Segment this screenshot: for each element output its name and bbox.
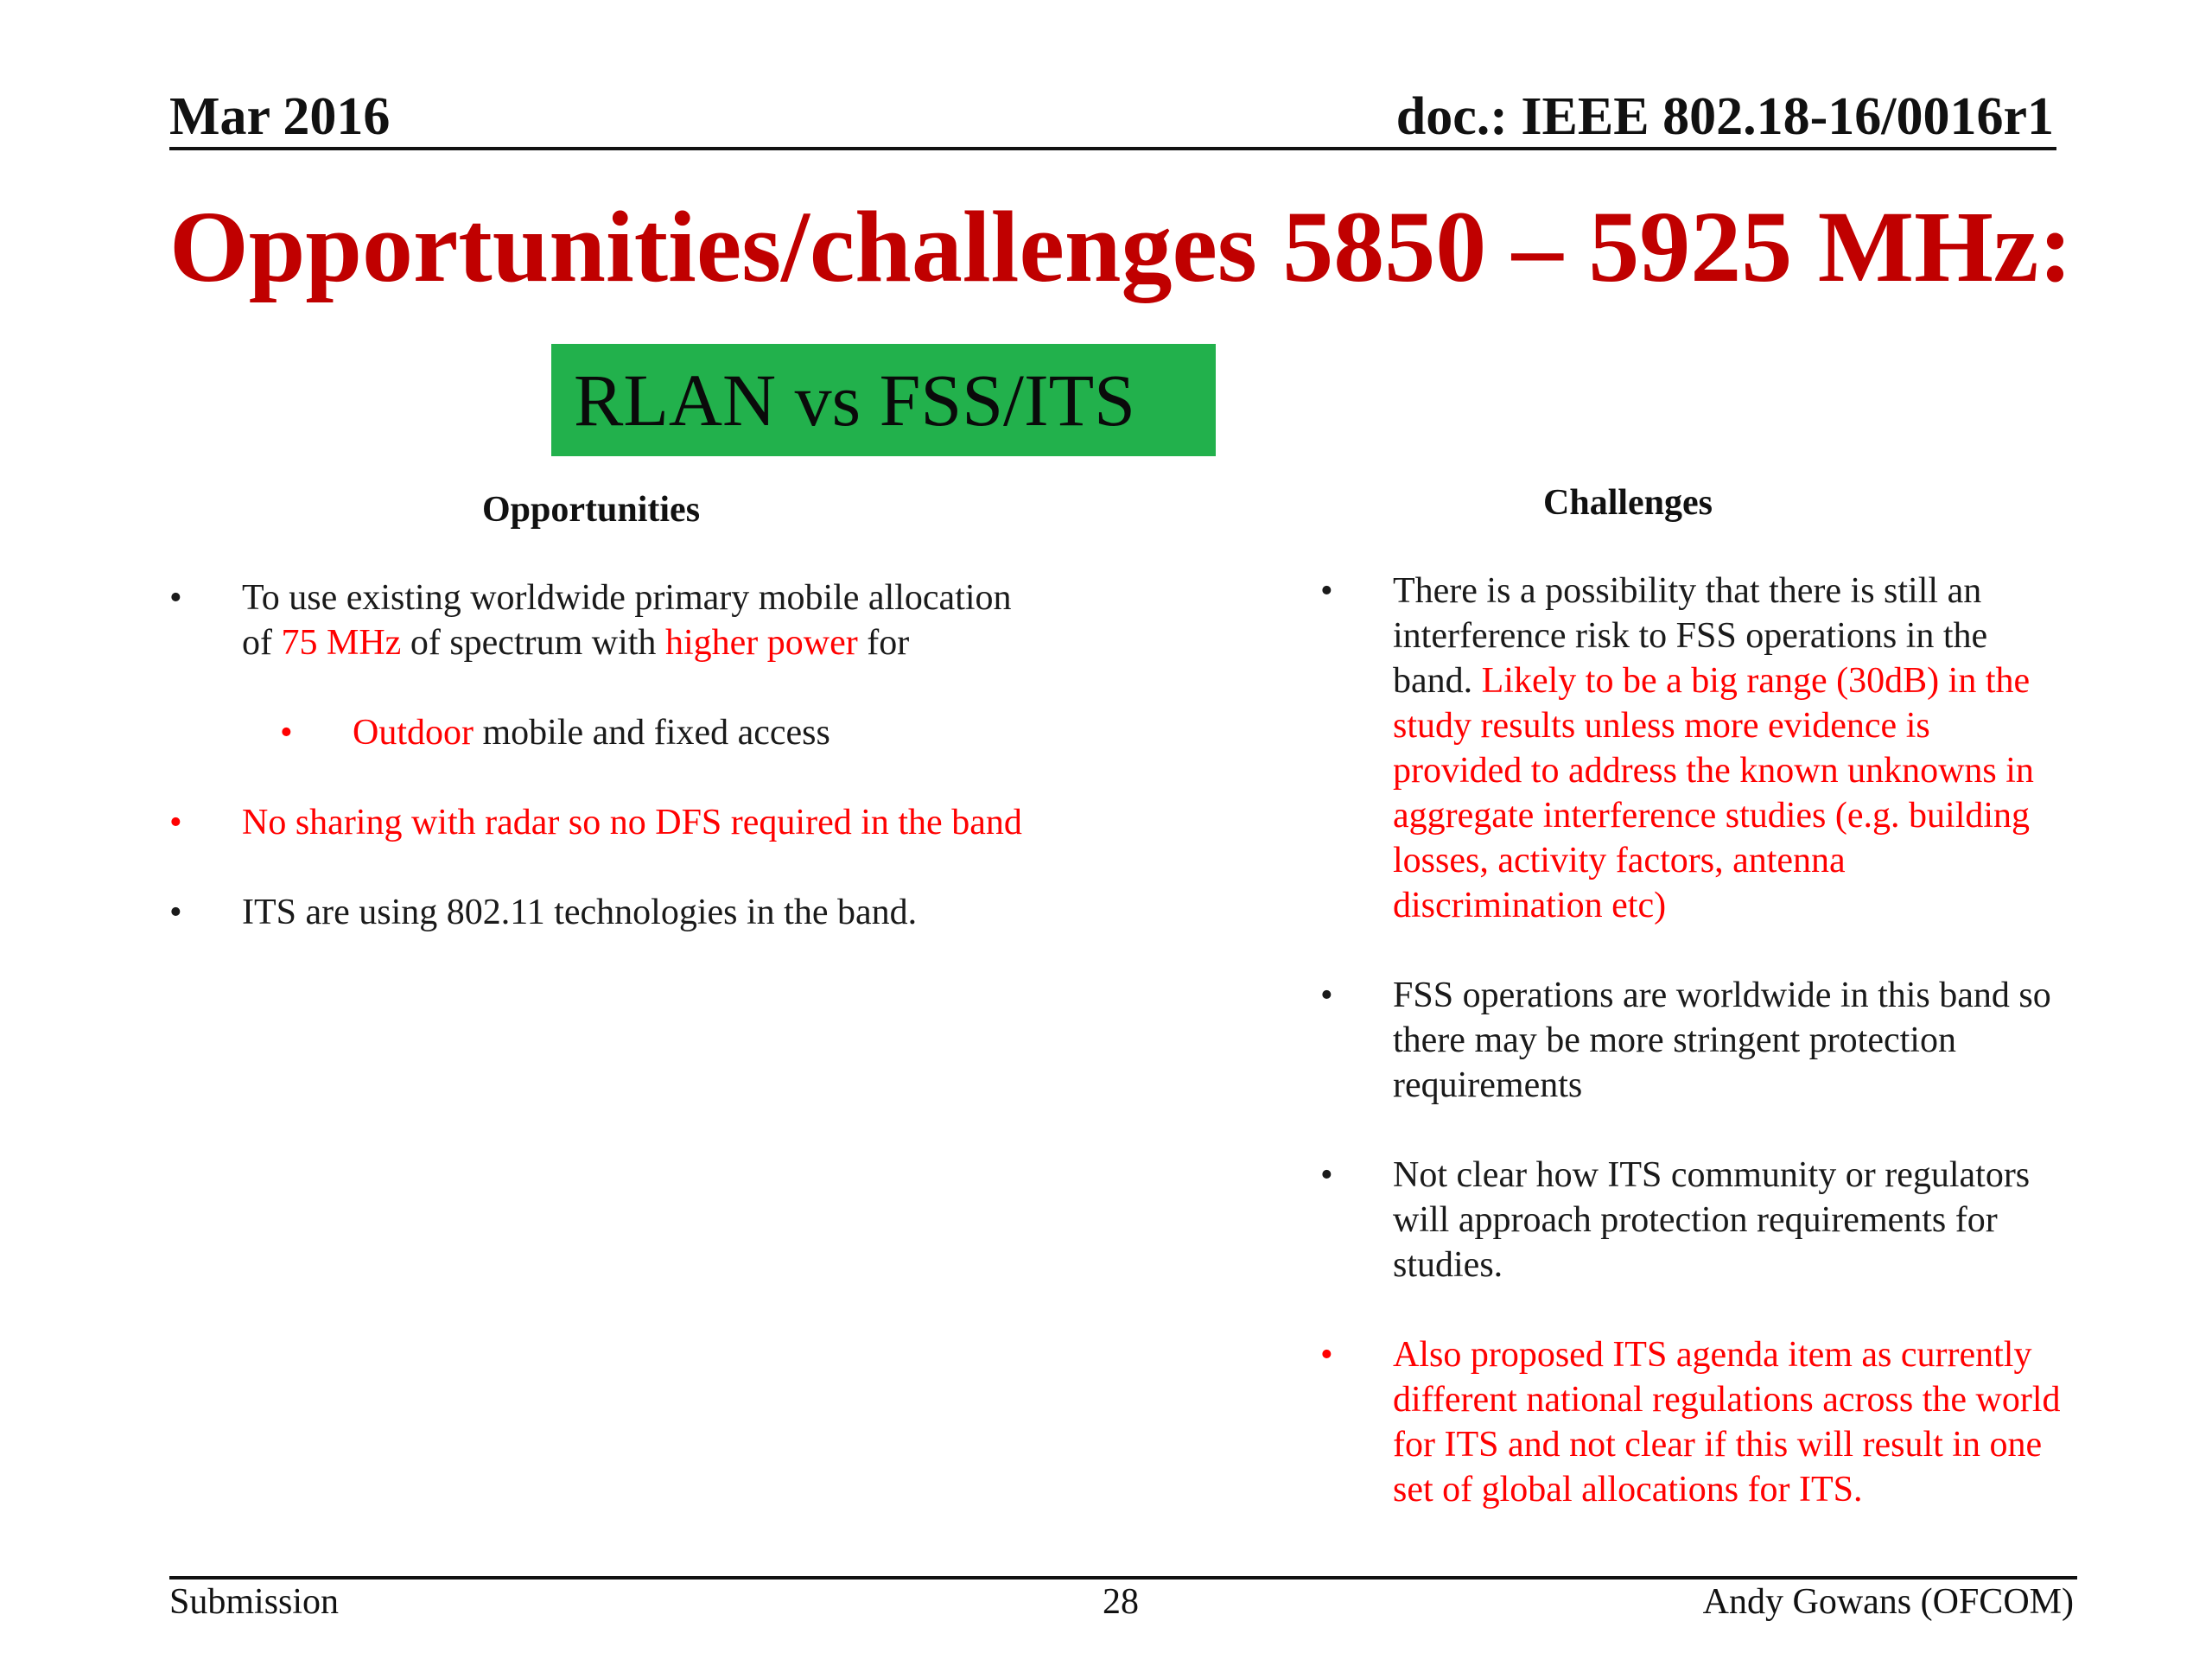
opportunities-list bbox=[169, 575, 1033, 980]
bullet: • bbox=[1320, 571, 1333, 611]
list-item: • To use existing worldwide primary mobile allocation of 75 MHz of spectrum with higher power for bbox=[169, 575, 1033, 665]
bullet: • bbox=[1320, 1155, 1333, 1195]
slide-title: Opportunities/challenges 5850 – 5925 MHz: bbox=[169, 190, 2073, 303]
challenges-list bbox=[1320, 569, 2063, 1557]
footer-page-number: 28 bbox=[1103, 1582, 1139, 1622]
list-item: • FSS operations are worldwide in this band so there may be more stringent protection requirements bbox=[1320, 973, 2063, 1108]
bullet: • bbox=[280, 713, 293, 753]
bullet: • bbox=[169, 803, 182, 842]
header-doc-id: doc.: IEEE 802.18-16/0016r1 bbox=[1395, 87, 2054, 146]
list-item: • There is a possibility that there is still an interference risk to FSS operations in the band. Likely to be a big range (30dB) in the study results unless more evidence is provided to address the known unknowns in aggregate interference studies (e.g. building losses, activity factors, antenna discrimination etc) bbox=[1320, 569, 2063, 928]
header-divider bbox=[169, 147, 2056, 150]
footer-submission: Submission bbox=[169, 1582, 340, 1622]
header-date: Mar 2016 bbox=[169, 87, 391, 146]
footer-divider bbox=[169, 1576, 2077, 1580]
bullet: • bbox=[169, 893, 182, 932]
list-item: • Not clear how ITS community or regulators will approach protection requirements for studies. bbox=[1320, 1153, 2063, 1287]
list-item: • No sharing with radar so no DFS required in the band bbox=[169, 800, 1033, 845]
opportunities-heading: Opportunities bbox=[482, 490, 701, 530]
topic-banner-text: RLAN vs FSS/ITS bbox=[574, 359, 1135, 442]
bullet: • bbox=[1320, 1335, 1333, 1375]
sub-list-item: • Outdoor mobile and fixed access bbox=[280, 710, 1033, 755]
topic-banner bbox=[551, 344, 1216, 456]
footer-author: Andy Gowans (OFCOM) bbox=[1702, 1582, 2074, 1622]
challenges-heading: Challenges bbox=[1543, 483, 1713, 523]
list-item: • ITS are using 802.11 technologies in the band. bbox=[169, 890, 1033, 935]
bullet: • bbox=[1320, 976, 1333, 1015]
list-item: • Also proposed ITS agenda item as currently different national regulations across the world for ITS and not clear if this will result in one set of global allocations for ITS. bbox=[1320, 1332, 2063, 1512]
bullet: • bbox=[169, 578, 182, 618]
